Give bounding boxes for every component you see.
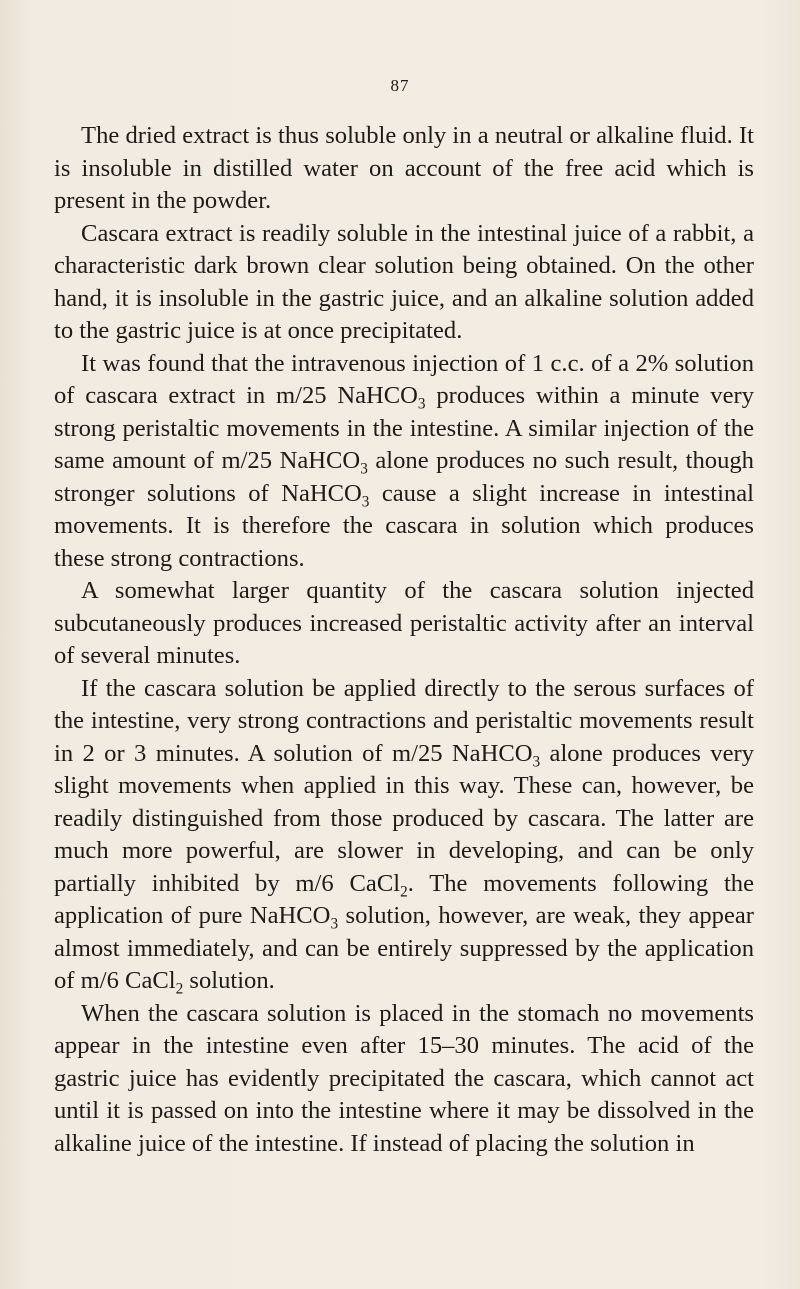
text-run: alone produces very slight movements when applied in this way. These can, however, be readily distinguished from those produced by cascara. The latter are much more powerful, are slower in developing, and can be only partially inhibited by m/6 (54, 739, 755, 897)
text-run: . The movements following the application of pure (54, 869, 754, 929)
chemical-formula-sodium-bicarbonate: NaHCO$_3$ (281, 479, 370, 510)
chemical-formula-calcium-chloride: CaCl$_2$ (349, 869, 408, 900)
body-text (54, 120, 754, 1160)
chemical-formula-calcium-chloride: CaCl$_2$ (125, 967, 184, 998)
text-run: It was found that the intravenous injection of 1 c.c. of a 2% solution of cascara extract in m/25 (54, 349, 754, 409)
chemical-formula-sodium-bicarbonate: NaHCO$_3$ (249, 902, 339, 933)
page-number: 87 (390, 76, 410, 95)
paragraph-5 (54, 673, 754, 998)
text-run: cause a slight increase in intestinal movements. It is therefore the cascara in solution which produces these strong contractions. (54, 479, 754, 572)
chemical-formula-sodium-bicarbonate: NaHCO$_3$ (279, 447, 368, 478)
paragraph-2: Cascara extract is readily soluble in the intestinal juice of a rabbit, a characteristic dark brown clear solution being obtained. On the other hand, it is insoluble in the gastric juice, and an alkaline solution added to the gastric juice is at once precipitated. (54, 219, 754, 344)
paragraph-6: When the cascara solution is placed in the stomach no movements appear in the intestine even after 15–30 minutes. The acid of the gastric juice has evidently precipitated the cascara, which cannot act until it is passed on into the intestine where it may be dissolved in the alkaline juice of the intestine. If instead of placing the solution in (54, 999, 754, 1157)
paragraph-3 (54, 348, 754, 576)
chemical-formula-sodium-bicarbonate: NaHCO$_3$ (451, 739, 541, 770)
text-run: solution. (183, 967, 275, 994)
text-run: If the cascara solution be applied directly to the serous surfaces of the intestine, very strong contractions and peristaltic movements result in 2 or 3 minutes. A solution of m/25 (54, 674, 754, 767)
text-run: alone produces no such result, though stronger solutions of (54, 447, 754, 507)
chemical-formula-sodium-bicarbonate: NaHCO$_3$ (337, 382, 426, 413)
paragraph-4: A somewhat larger quantity of the cascara solution injected subcutaneously produces increased peristaltic activity after an interval of several minutes. (54, 577, 754, 669)
text-run: produces within a minute very strong peristaltic movements in the intestine. A similar injection of the same amount of m/25 (54, 382, 754, 474)
text-run: solution, however, are weak, they appear almost immediately, and can be entirely suppressed by the application of m/6 (54, 902, 754, 994)
paragraph-1: The dried extract is thus soluble only in a neutral or alkaline fluid. It is insoluble in distilled water on account of the free acid which is present in the powder. (54, 122, 754, 214)
